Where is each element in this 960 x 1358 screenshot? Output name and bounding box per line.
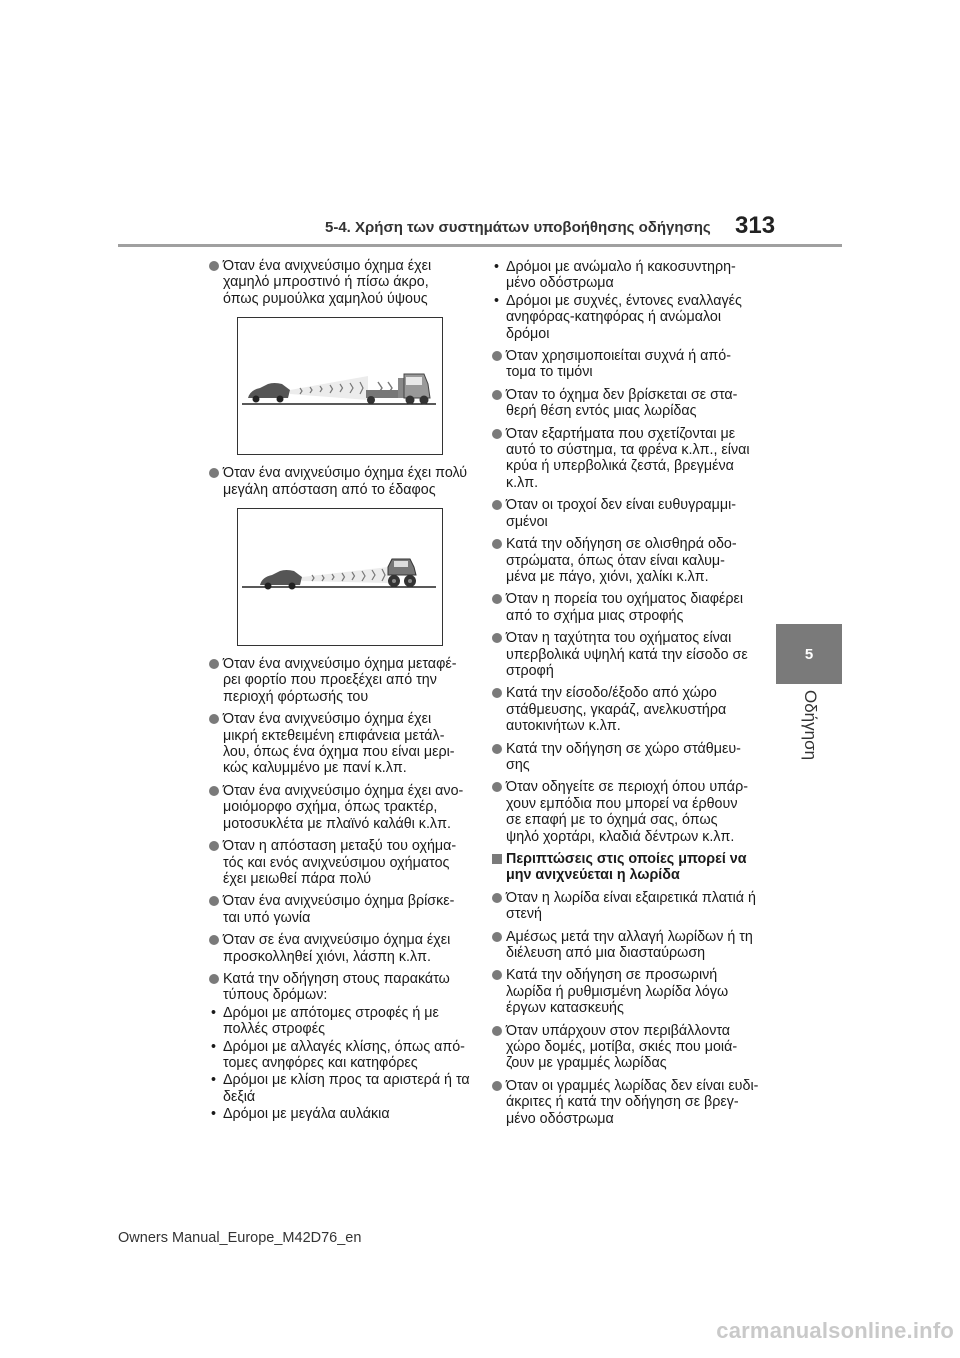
left-column [209,258,471,1123]
list-item: Κατά την οδήγηση σε προσωρινή λωρίδα ή ρυθμισμένη λωρίδα λόγω έργων κατασκευής [492,967,762,1016]
illustration-trailer [237,317,443,455]
sub-list-item: • Δρόμοι με μεγάλα αυλάκια [209,1106,471,1122]
list-item: Όταν ένα ανιχνεύσιμο όχημα έχει μικρή εκτεθειμένη επιφάνεια μετάλ- λου, όπως ένα όχημα που είναι μερι- κώς καλυμμένο με πανί κ.λπ. [209,711,471,777]
footer-text: Owners Manual_Europe_M42D76_en [118,1230,362,1246]
sub-list-item: • Δρόμοι με ανώμαλο ή κακοσυντηρη- μένο οδόστρωμα [492,259,762,292]
chapter-tab[interactable] [776,624,842,684]
sub-list-item: • Δρόμοι με κλίση προς τα αριστερά ή τα δεξιά [209,1072,471,1105]
trailer-diagram [238,318,442,454]
list-item: Όταν ένα ανιχνεύσιμο όχημα έχει χαμηλό μπροστινό ή πίσω άκρο, όπως ρυμούλκα χαμηλού ύψους [209,258,471,307]
sub-list-item: • Δρόμοι με απότομες στροφές ή με πολλές στροφές [209,1005,471,1038]
chapter-title: 5-4. Χρήση των συστημάτων υποβοήθησης οδήγησης [325,219,711,236]
list-item: Όταν η ταχύτητα του οχήματος είναι υπερβολικά υψηλή κατά την είσοδο σε στροφή [492,630,762,679]
list-item: Όταν υπάρχουν στον περιβάλλοντα χώρο δομές, μοτίβα, σκιές που μοιά- ζουν με γραμμές λωρίδας [492,1023,762,1072]
header-divider [118,244,842,247]
list-item: Όταν σε ένα ανιχνεύσιμο όχημα έχει προσκολληθεί χιόνι, λάσπη κ.λπ. [209,932,471,965]
watermark: carmanualsonline.info [716,1318,954,1343]
list-item: Κατά την οδήγηση στους παρακάτω τύπους δρόμων: [209,971,471,1004]
list-item: Όταν εξαρτήματα που σχετίζονται με αυτό το σύστημα, τα φρένα κ.λπ., είναι κρύα ή υπερβολικά ζεστά, βρεγμένα κ.λπ. [492,426,762,492]
list-item: Όταν οι τροχοί δεν είναι ευθυγραμμι- σμένοι [492,497,762,530]
list-item: Κατά την οδήγηση σε ολισθηρά οδο- στρώματα, όπως όταν είναι καλυμ- μένα με πάγο, χιόνι, χαλίκι κ.λπ. [492,536,762,585]
chapter-tab-label: Οδήγηση [801,690,820,761]
list-item: Όταν χρησιμοποιείται συχνά ή από- τομα το τιμόνι [492,348,762,381]
sub-list-item: • Δρόμοι με συχνές, έντονες εναλλαγές ανηφόρας-κατηφόρας ή ανώμαλοι δρόμοι [492,293,762,342]
sub-list-item: • Δρόμοι με αλλαγές κλίσης, όπως από- τομες ανηφόρες και κατηφόρες [209,1039,471,1072]
illustration-high-clearance [237,508,443,646]
list-item: Κατά την είσοδο/έξοδο από χώρο στάθμευσης, γκαράζ, ανελκυστήρα αυτοκινήτων κ.λπ. [492,685,762,734]
right-column [492,258,762,1133]
list-item: Όταν ένα ανιχνεύσιμο όχημα έχει πολύ μεγάλη απόσταση από το έδαφος [209,465,471,498]
chapter-tab-number: 5 [804,645,814,663]
list-item: Όταν ένα ανιχνεύσιμο όχημα βρίσκε- ται υπό γωνία [209,893,471,926]
high-clearance-diagram [238,509,442,645]
list-item: Όταν οδηγείτε σε περιοχή όπου υπάρ- χουν εμπόδια που μπορεί να έρθουν σε επαφή με το όχημά σας, όπως ψηλό χορτάρι, κλαδιά δέντρων κ.λπ. [492,779,762,845]
list-item: Αμέσως μετά την αλλαγή λωρίδων ή τη διέλευση από μια διασταύρωση [492,929,762,962]
list-item: Όταν η λωρίδα είναι εξαιρετικά πλατιά ή στενή [492,890,762,923]
list-item: Όταν ένα ανιχνεύσιμο όχημα μεταφέ- ρει φορτίο που προεξέχει από την περιοχή φόρτωσής του [209,656,471,705]
list-item: Όταν το όχημα δεν βρίσκεται σε στα- θερή θέση εντός μιας λωρίδας [492,387,762,420]
list-item: Όταν η απόσταση μεταξύ του οχήμα- τός και ενός ανιχνεύσιμου οχήματος έχει μειωθεί πάρα πολύ [209,838,471,887]
list-item: Όταν η πορεία του οχήματος διαφέρει από το σχήμα μιας στροφής [492,591,762,624]
list-item: Όταν οι γραμμές λωρίδας δεν είναι ευδι- άκριτες ή κατά την οδήγηση σε βρεγ- μένο οδόστρωμα [492,1078,762,1127]
list-item: Κατά την οδήγηση σε χώρο στάθμευ- σης [492,741,762,774]
section-heading: Περιπτώσεις στις οποίες μπορεί να μην ανιχνεύεται η λωρίδα [492,851,762,884]
list-item: Όταν ένα ανιχνεύσιμο όχημα έχει ανο- μοιόμορφο σχήμα, όπως τρακτέρ, μοτοσυκλέτα με πλαϊνό καλάθι κ.λπ. [209,783,471,832]
page-number: 313 [735,212,776,239]
